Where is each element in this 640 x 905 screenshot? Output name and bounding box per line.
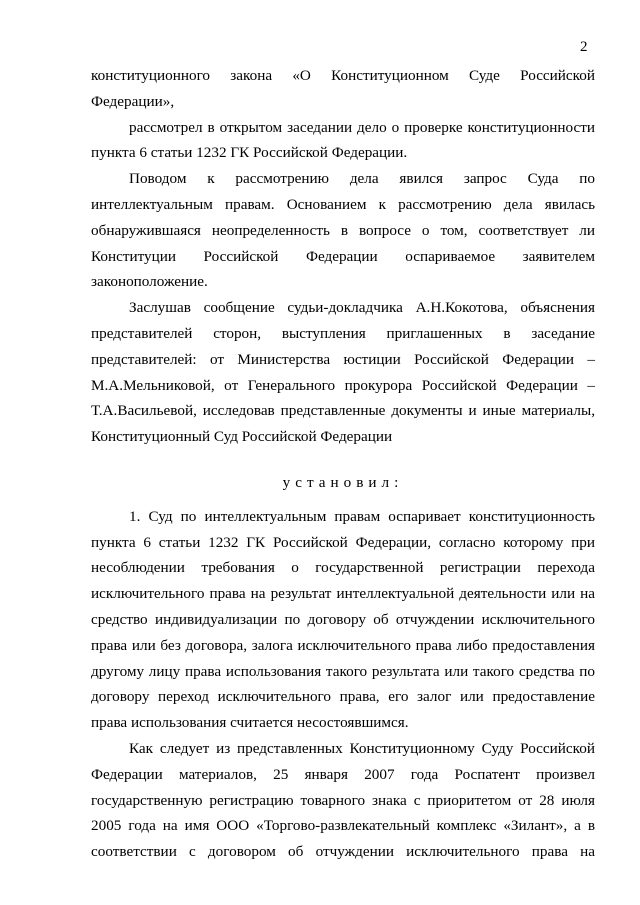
- text-line: средство индивидуализации по договору об отчуждении исключительного: [91, 610, 595, 628]
- text-line: другому лицу права использования такого результата или такого средства по: [91, 662, 595, 680]
- text-line: М.А.Мельниковой, от Генерального прокурора Российской Федерации –: [91, 376, 595, 394]
- document-body: [91, 63, 595, 865]
- text-line: обнаружившаяся неопределенность в вопросе о том, соответствует ли: [91, 221, 595, 239]
- text-line: соответствии с договором об отчуждении исключительного права на: [91, 843, 595, 861]
- text-line: рассмотрел в открытом заседании дело о проверке конституционности: [129, 118, 595, 136]
- paragraph: [91, 63, 595, 115]
- text-line: несоблюдении требования о государственной регистрации перехода: [91, 559, 595, 577]
- text-line: Федерации материалов, 25 января 2007 года Роспатент произвел: [91, 765, 595, 783]
- text-line: конституционного закона «О Конституционном Суде Российской: [91, 67, 595, 84]
- text-line: 2005 года на имя ООО «Торгово-развлекательный комплекс «Зилант», а в: [91, 817, 595, 835]
- text-line: Федерации»,: [91, 92, 175, 110]
- paragraph: [91, 115, 595, 167]
- text-line: Заслушав сообщение судьи-докладчика А.Н.Кокотова, объяснения: [129, 299, 595, 317]
- text-line: исключительного права на результат интеллектуальной деятельности или на: [91, 585, 595, 603]
- paragraph: [91, 166, 595, 295]
- text-line: договору переход исключительного права, его залог или предоставление: [91, 688, 595, 706]
- text-line: государственную регистрацию товарного знака с приоритетом от 28 июля: [91, 791, 595, 809]
- text-line: права использования считается несостоявшимся.: [91, 714, 409, 732]
- text-line: Поводом к рассмотрению дела явился запрос Суда по: [129, 170, 595, 188]
- text-line: пункта 6 статьи 1232 ГК Российской Федерации.: [91, 144, 408, 162]
- text-line: интеллектуальным правам. Основанием к рассмотрению дела явилась: [91, 195, 595, 213]
- paragraph: [91, 295, 595, 450]
- paragraph: [91, 736, 595, 865]
- text-line: представителей: от Министерства юстиции Российской Федерации –: [91, 350, 595, 368]
- text-line: права или без договора, залога исключительного права либо предоставления: [91, 636, 595, 654]
- paragraph: [91, 504, 595, 736]
- text-line: Как следует из представленных Конституционному Суду Российской: [129, 739, 595, 757]
- text-line: представителей сторон, выступления приглашенных в заседание: [91, 324, 595, 342]
- text-line: Конституционный Суд Российской Федерации: [91, 428, 393, 446]
- text-line: Т.А.Васильевой, исследовав представленные документы и иные материалы,: [91, 402, 595, 420]
- text-line: Конституции Российской Федерации оспариваемое заявителем: [91, 247, 595, 265]
- page-number: 2: [580, 39, 588, 55]
- text-line: законоположение.: [91, 273, 208, 291]
- section-heading: установил:: [282, 473, 404, 491]
- text-line: 1. Суд по интеллектуальным правам оспаривает конституционность: [129, 507, 595, 525]
- text-line: пункта 6 статьи 1232 ГК Российской Федерации, согласно которому при: [91, 533, 595, 551]
